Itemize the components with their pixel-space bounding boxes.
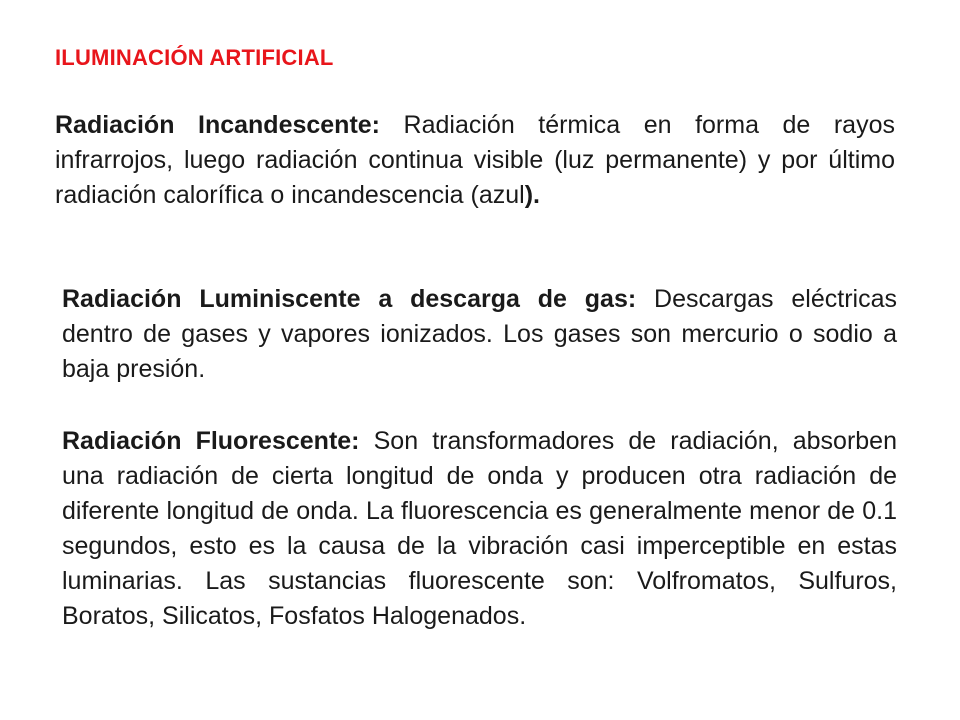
paragraph-incandescent bbox=[55, 108, 895, 213]
term-luminescent: Radiación Luminiscente a descarga de gas: bbox=[62, 285, 637, 313]
slide-title: ILUMINACIÓN ARTIFICIAL bbox=[55, 45, 334, 70]
term-incandescent: Radiación Incandescente: bbox=[55, 111, 381, 139]
body-incandescent: Radiación térmica en forma de rayos infrarrojos, luego radiación continua visible (luz permanente) y por último radiación calorífica o incandescencia (azul bbox=[55, 111, 895, 209]
paragraph-luminescent bbox=[62, 282, 897, 387]
body-luminescent: Descargas eléctricas dentro de gases y vapores ionizados. Los gases son mercurio o sodio a baja presión. bbox=[62, 285, 897, 383]
term-fluorescent: Radiación Fluorescente: bbox=[62, 427, 360, 455]
paragraph-fluorescent bbox=[62, 424, 897, 634]
tail-incandescent: ). bbox=[524, 181, 540, 209]
body-fluorescent: Son transformadores de radiación, absorben una radiación de cierta longitud de onda y producen otra radiación de diferente longitud de onda. La fluorescencia es generalmente menor de 0.1 segundos, esto es la causa de la vibración casi imperceptible en estas luminarias. Las sustancias fluorescente son: Volfromatos, Sulfuros, Boratos, Silicatos, Fosfatos Halogenados. bbox=[62, 427, 897, 630]
